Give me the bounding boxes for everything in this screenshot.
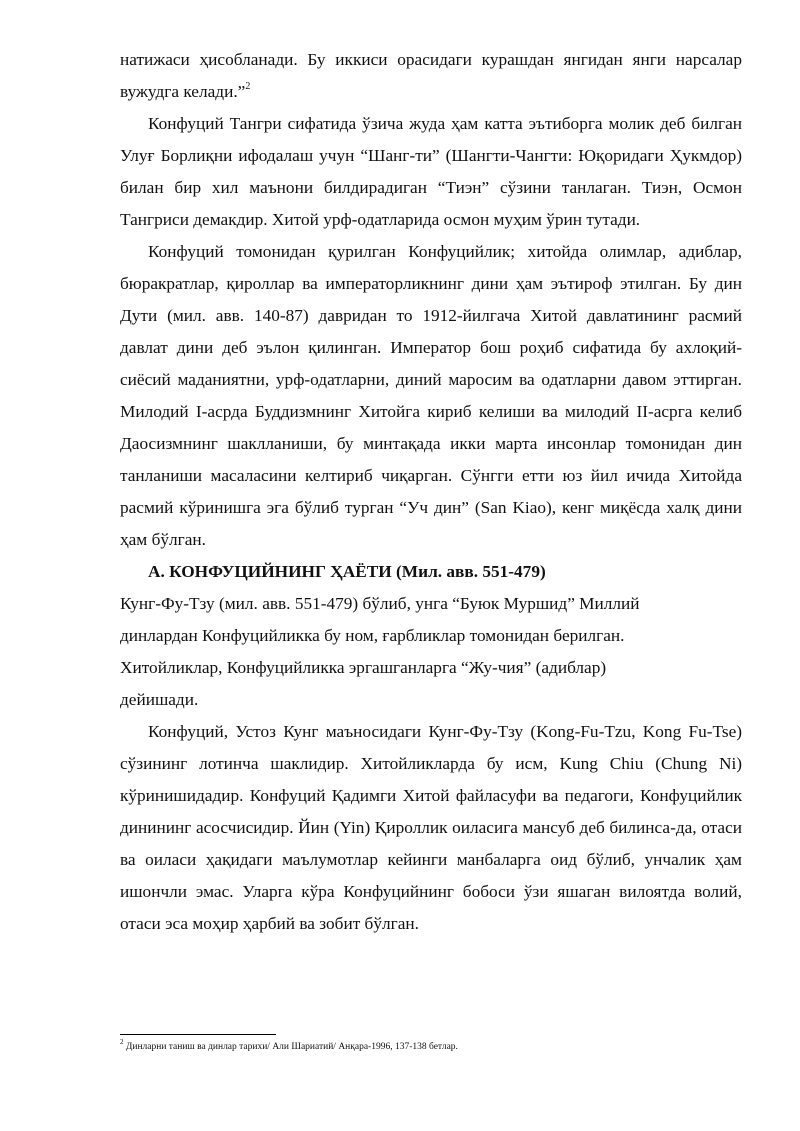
- footnote-divider: [120, 1034, 276, 1035]
- paragraph-continuation: [120, 44, 742, 108]
- footnote-reference[interactable]: 2: [245, 81, 251, 93]
- paragraph-line: Хитойликлар, Конфуцийликка эргашганларга “Жу-чия” (адиблар): [120, 658, 607, 677]
- paragraph-line: Кунг-Фу-Тзу (мил. авв. 551-479) бўлиб, унга “Буюк Муршид” Миллий: [120, 594, 640, 613]
- footnote-text: Динларни таниш ва динлар тарихи/ Али Шариатий/ Анқара-1996, 137-138 бетлар.: [125, 1042, 458, 1052]
- footnote: [120, 1037, 742, 1054]
- paragraph-tien: Конфуций Тангри сифатида ўзича жуда ҳам катта эътиборга молик деб билган Улуғ Борлиқни ифодалаш учун “Шанг-ти” (Шангти-Чангти: Юқоридаги Ҳукмдор) билан бир хил маънони билдирадиган “Тиэн” сўзини танлаган. Тиэн, Осмон Тангриси демакдир. Хитой урф-одатларида осмон муҳим ўрин тутади.: [120, 114, 742, 229]
- paragraph-line: динлардан Конфуцийликка бу ном, ғарбликлар томонидан берилган.: [120, 626, 625, 645]
- footnote-number: 2: [120, 1037, 124, 1046]
- paragraph-confucius-name: Конфуций, Устоз Кунг маъносидаги Кунг-Фу-Тзу (Kong-Fu-Tzu, Kong Fu-Tse) сўзининг лотинча шаклидир. Хитойликларда бу исм, Kung Chiu (Chung Ni) кўринишидадир. Конфуций Қадимги Хитой файласуфи ва педагоги, Конфуцийлик динининг асосчисидир. Йин (Yin) Қироллик оиласига мансуб деб билинса-да, отаси ва оиласи ҳақидаги маълумотлар кейинги манбаларга оид бўлиб, унчалик ҳам ишончли эмас. Уларга кўра Конфуцийнинг бобоси ўзи яшаган вилоятда волий, отаси эса моҳир ҳарбий ва зобит бўлган.: [120, 722, 742, 933]
- document-body: [120, 44, 742, 940]
- section-heading: А. КОНФУЦИЙНИНГ ҲАЁТИ (Мил. авв. 551-479): [148, 562, 546, 581]
- paragraph-confucianism: Конфуций томонидан қурилган Конфуцийлик; хитойда олимлар, адиблар, бюракратлар, қироллар ва императорликнинг дини ҳам эътироф этилган. Бу дин Дути (мил. авв. 140-87) давридан то 1912-йилгача Хитой давлатининг расмий давлат дини деб эълон қилинган. Император бош роҳиб сифатида бу ахлоқий-сиёсий маданиятни, урф-одатларни, диний маросим ва одатларни давом эттирган. Милодий I-асрда Буддизмнинг Хитойга кириб келиши ва милодий II-асрга келиб Даосизмнинг шаклланиши, бу минтақада икки марта инсонлар томонидан дин танланиши масаласини келтириб чиқарган. Сўнгги етти юз йил ичида Хитойда расмий кўринишга эга бўлиб турган “Уч дин” (San Kiao), кенг миқёсда халқ дини ҳам бўлган.: [120, 242, 742, 549]
- paragraph-line: дейишади.: [120, 690, 199, 709]
- paragraph-text: натижаси ҳисобланади. Бу иккиси орасидаги курашдан янгидан янги нарсалар вужудга келади.”: [120, 50, 742, 101]
